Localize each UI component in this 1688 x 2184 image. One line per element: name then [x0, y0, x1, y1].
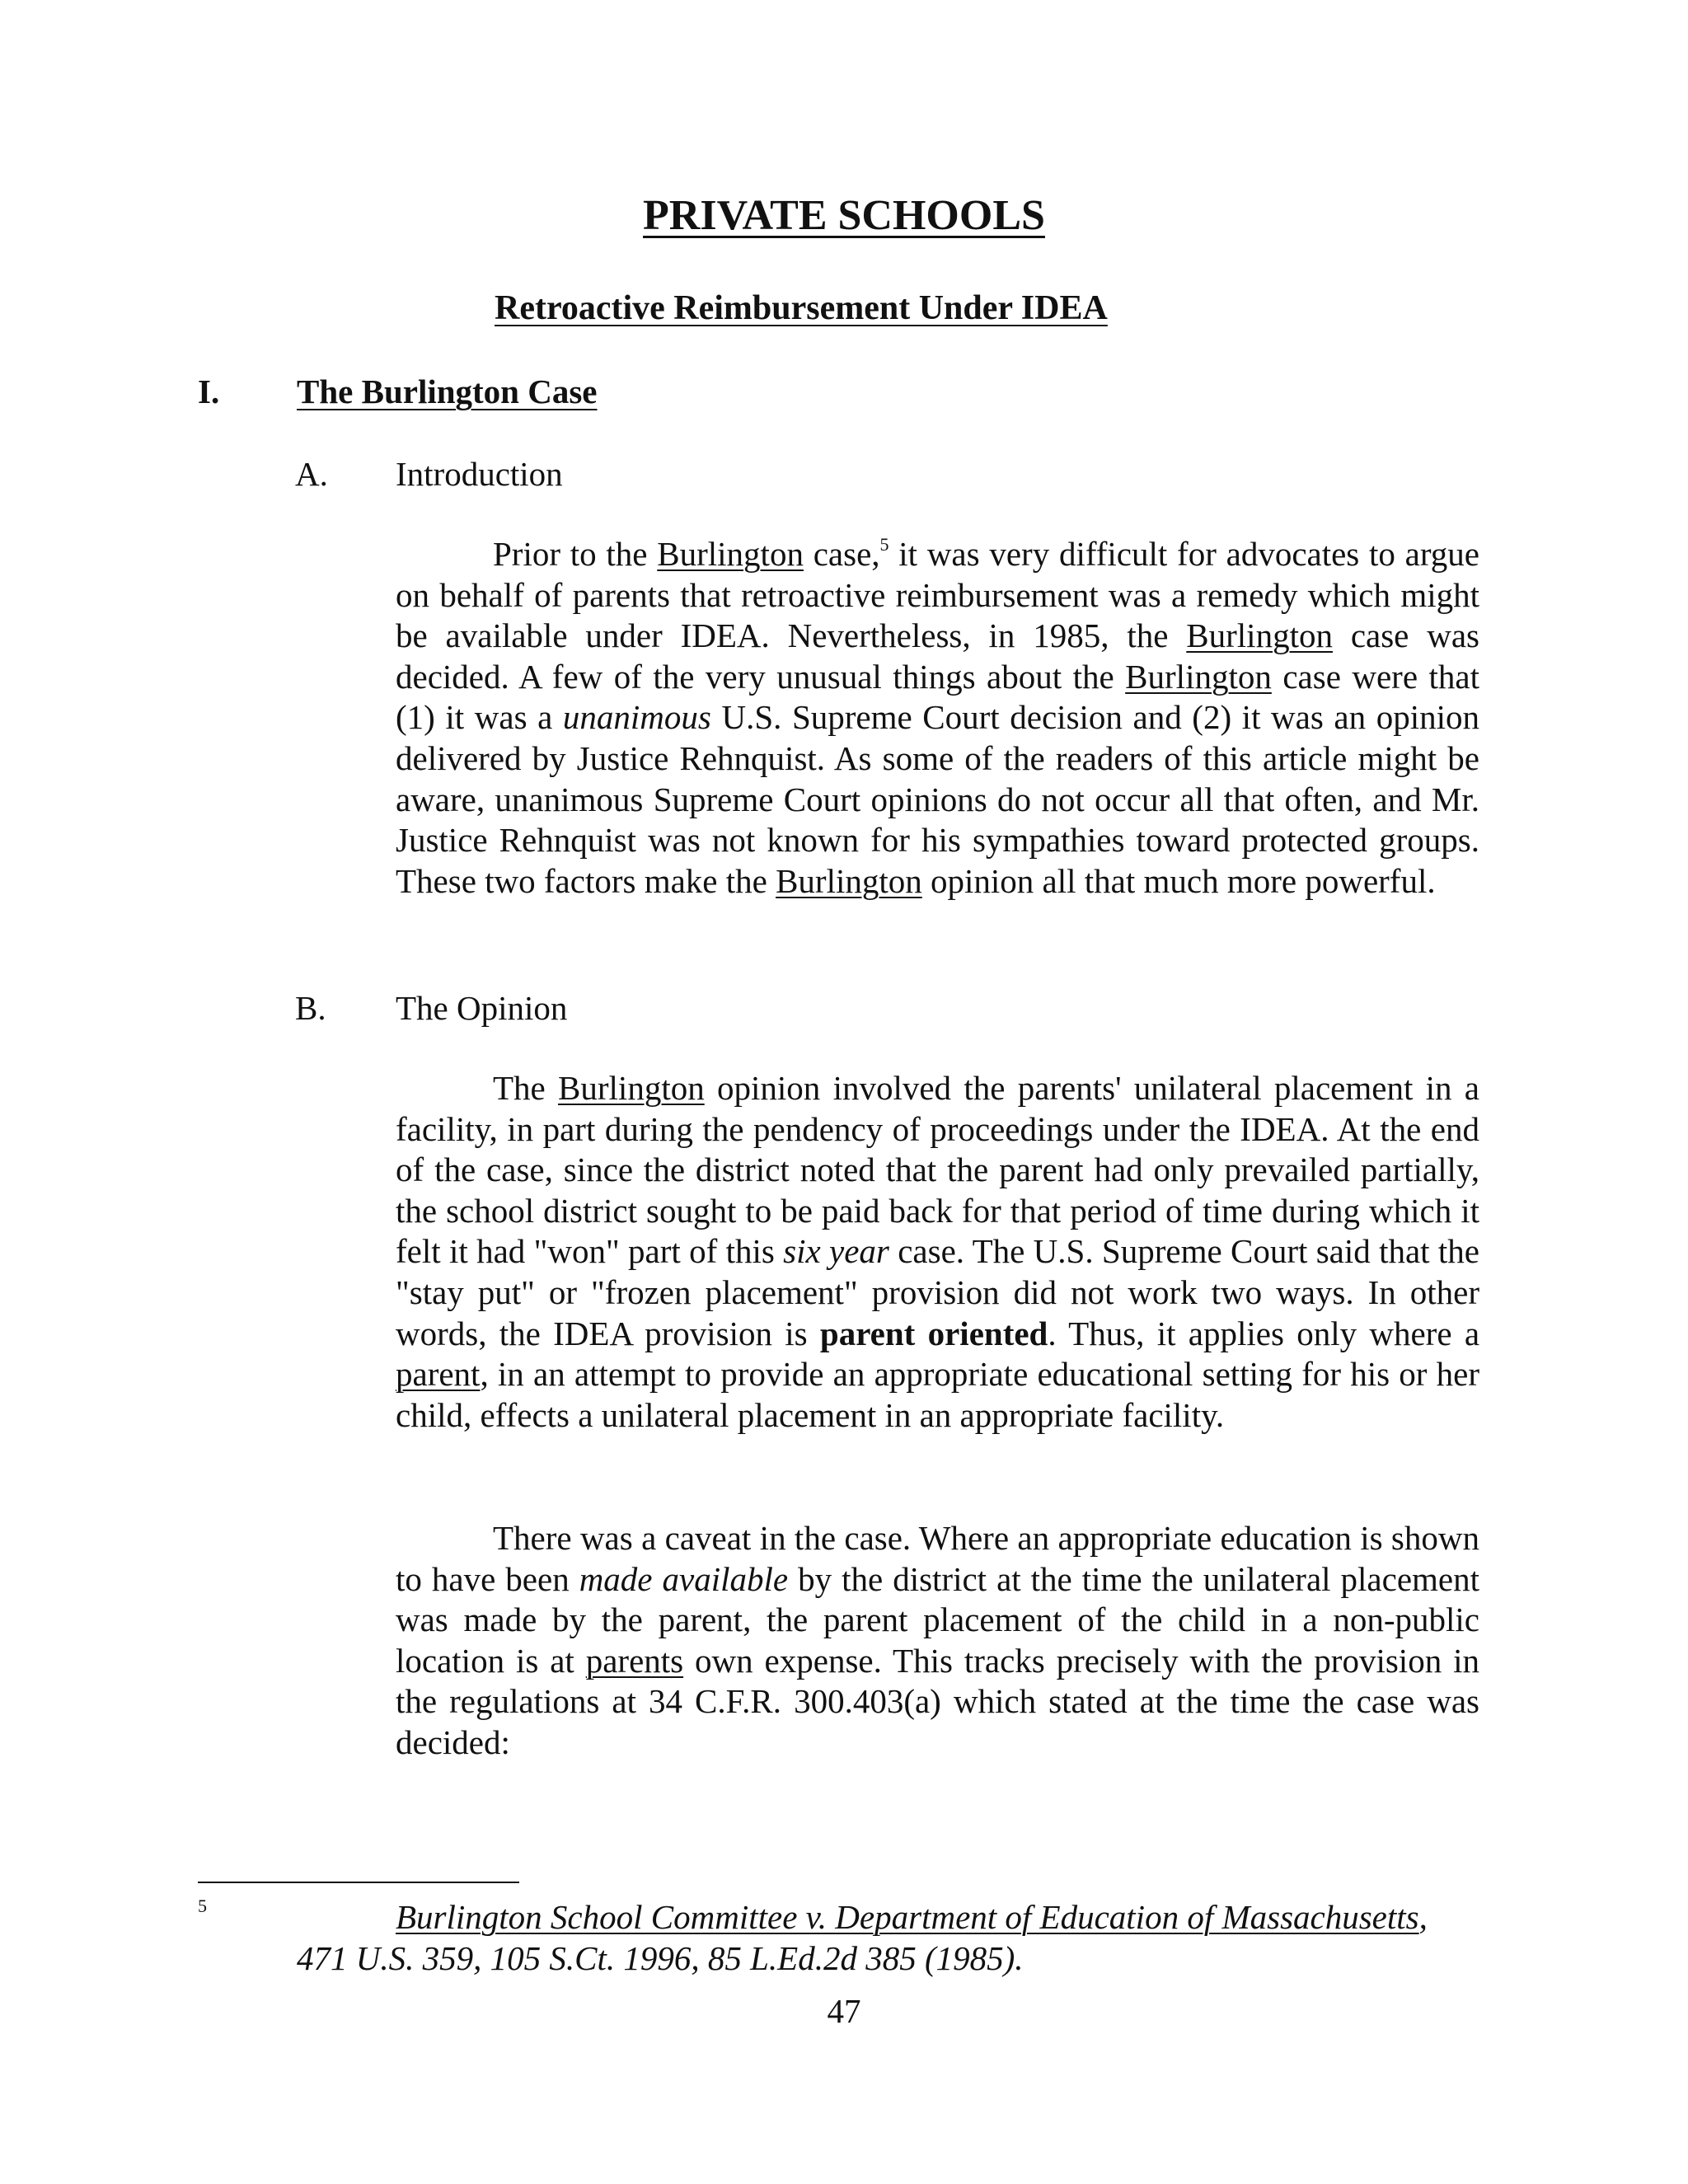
footnote-citation: Burlington School Committee v. Department of Education of Massachusetts: [396, 1898, 1419, 1936]
section-number: I.: [198, 373, 220, 410]
footnote-reference: 5: [879, 534, 889, 555]
footnote-marker: 5: [198, 1896, 207, 1916]
page-title: PRIVATE SCHOOLS: [643, 192, 1045, 239]
subsection-b-letter: B.: [295, 989, 326, 1027]
case-name: Burlington: [558, 1069, 705, 1107]
subsection-b-heading: The Opinion: [396, 989, 568, 1027]
case-name: Burlington: [657, 535, 804, 573]
case-name: Burlington: [1125, 657, 1272, 696]
subsection-a-heading: Introduction: [396, 455, 563, 493]
footnote-separator: [198, 1882, 519, 1883]
opinion-paragraph-2: There was a caveat in the case. Where an appropriate education is shown to have been made available by the district at the time the unilateral placement was made by the parent, the parent placement of the child in a non-public location is at parents own expense. This tracks precisely with the provision in the regulations at 34 C.F.R. 300.403(a) which stated at the time the case was decided:: [396, 1519, 1479, 1761]
introduction-paragraph: Prior to the Burlington case,$^5$ it was very difficult for advocates to argue on behalf of parents that retroactive reimbursement was a remedy which might be available under IDEA. Nevertheless, in 1985, the Burlington case was decided. A few of the very unusual things about the Burlington case were that (1) it was a unanimous U.S. Supreme Court decision and (2) it was an opinion delivered by Justice Rehnquist. As some of the readers of this article might be aware, unanimous Supreme Court opinions do not occur all that often, and Mr. Justice Rehnquist was not known for his sympathies toward protected groups. These two factors make the Burlington opinion all that much more powerful.: [396, 534, 1479, 900]
page-subtitle: Retroactive Reimbursement Under IDEA: [495, 289, 1108, 327]
case-name: Burlington: [776, 861, 922, 900]
footnote-text: Burlington School Committee v. Department of Education of Massachusetts, 471 U.S. 359, 105 S.Ct. 1996, 85 L.Ed.2d 385 (1985).: [297, 1898, 1428, 1977]
section-heading: The Burlington Case: [297, 373, 598, 410]
opinion-paragraph-1: The Burlington opinion involved the parents' unilateral placement in a facility, in part during the pendency of proceedings under the IDEA. At the end of the case, since the district noted that the parent had only prevailed partially, the school district sought to be paid back for that period of time during which it felt it had "won" part of this six year case. The U.S. Supreme Court said that the "stay put" or "frozen placement" provision did not work two ways. In other words, the IDEA provision is parent oriented. Thus, it applies only where a parent, in an attempt to provide an appropriate educational setting for his or her child, effects a unilateral placement in an appropriate facility.: [396, 1069, 1480, 1434]
page-number: 47: [827, 1992, 861, 2030]
subsection-a-letter: A.: [295, 455, 328, 493]
case-name: Burlington: [1186, 616, 1333, 655]
